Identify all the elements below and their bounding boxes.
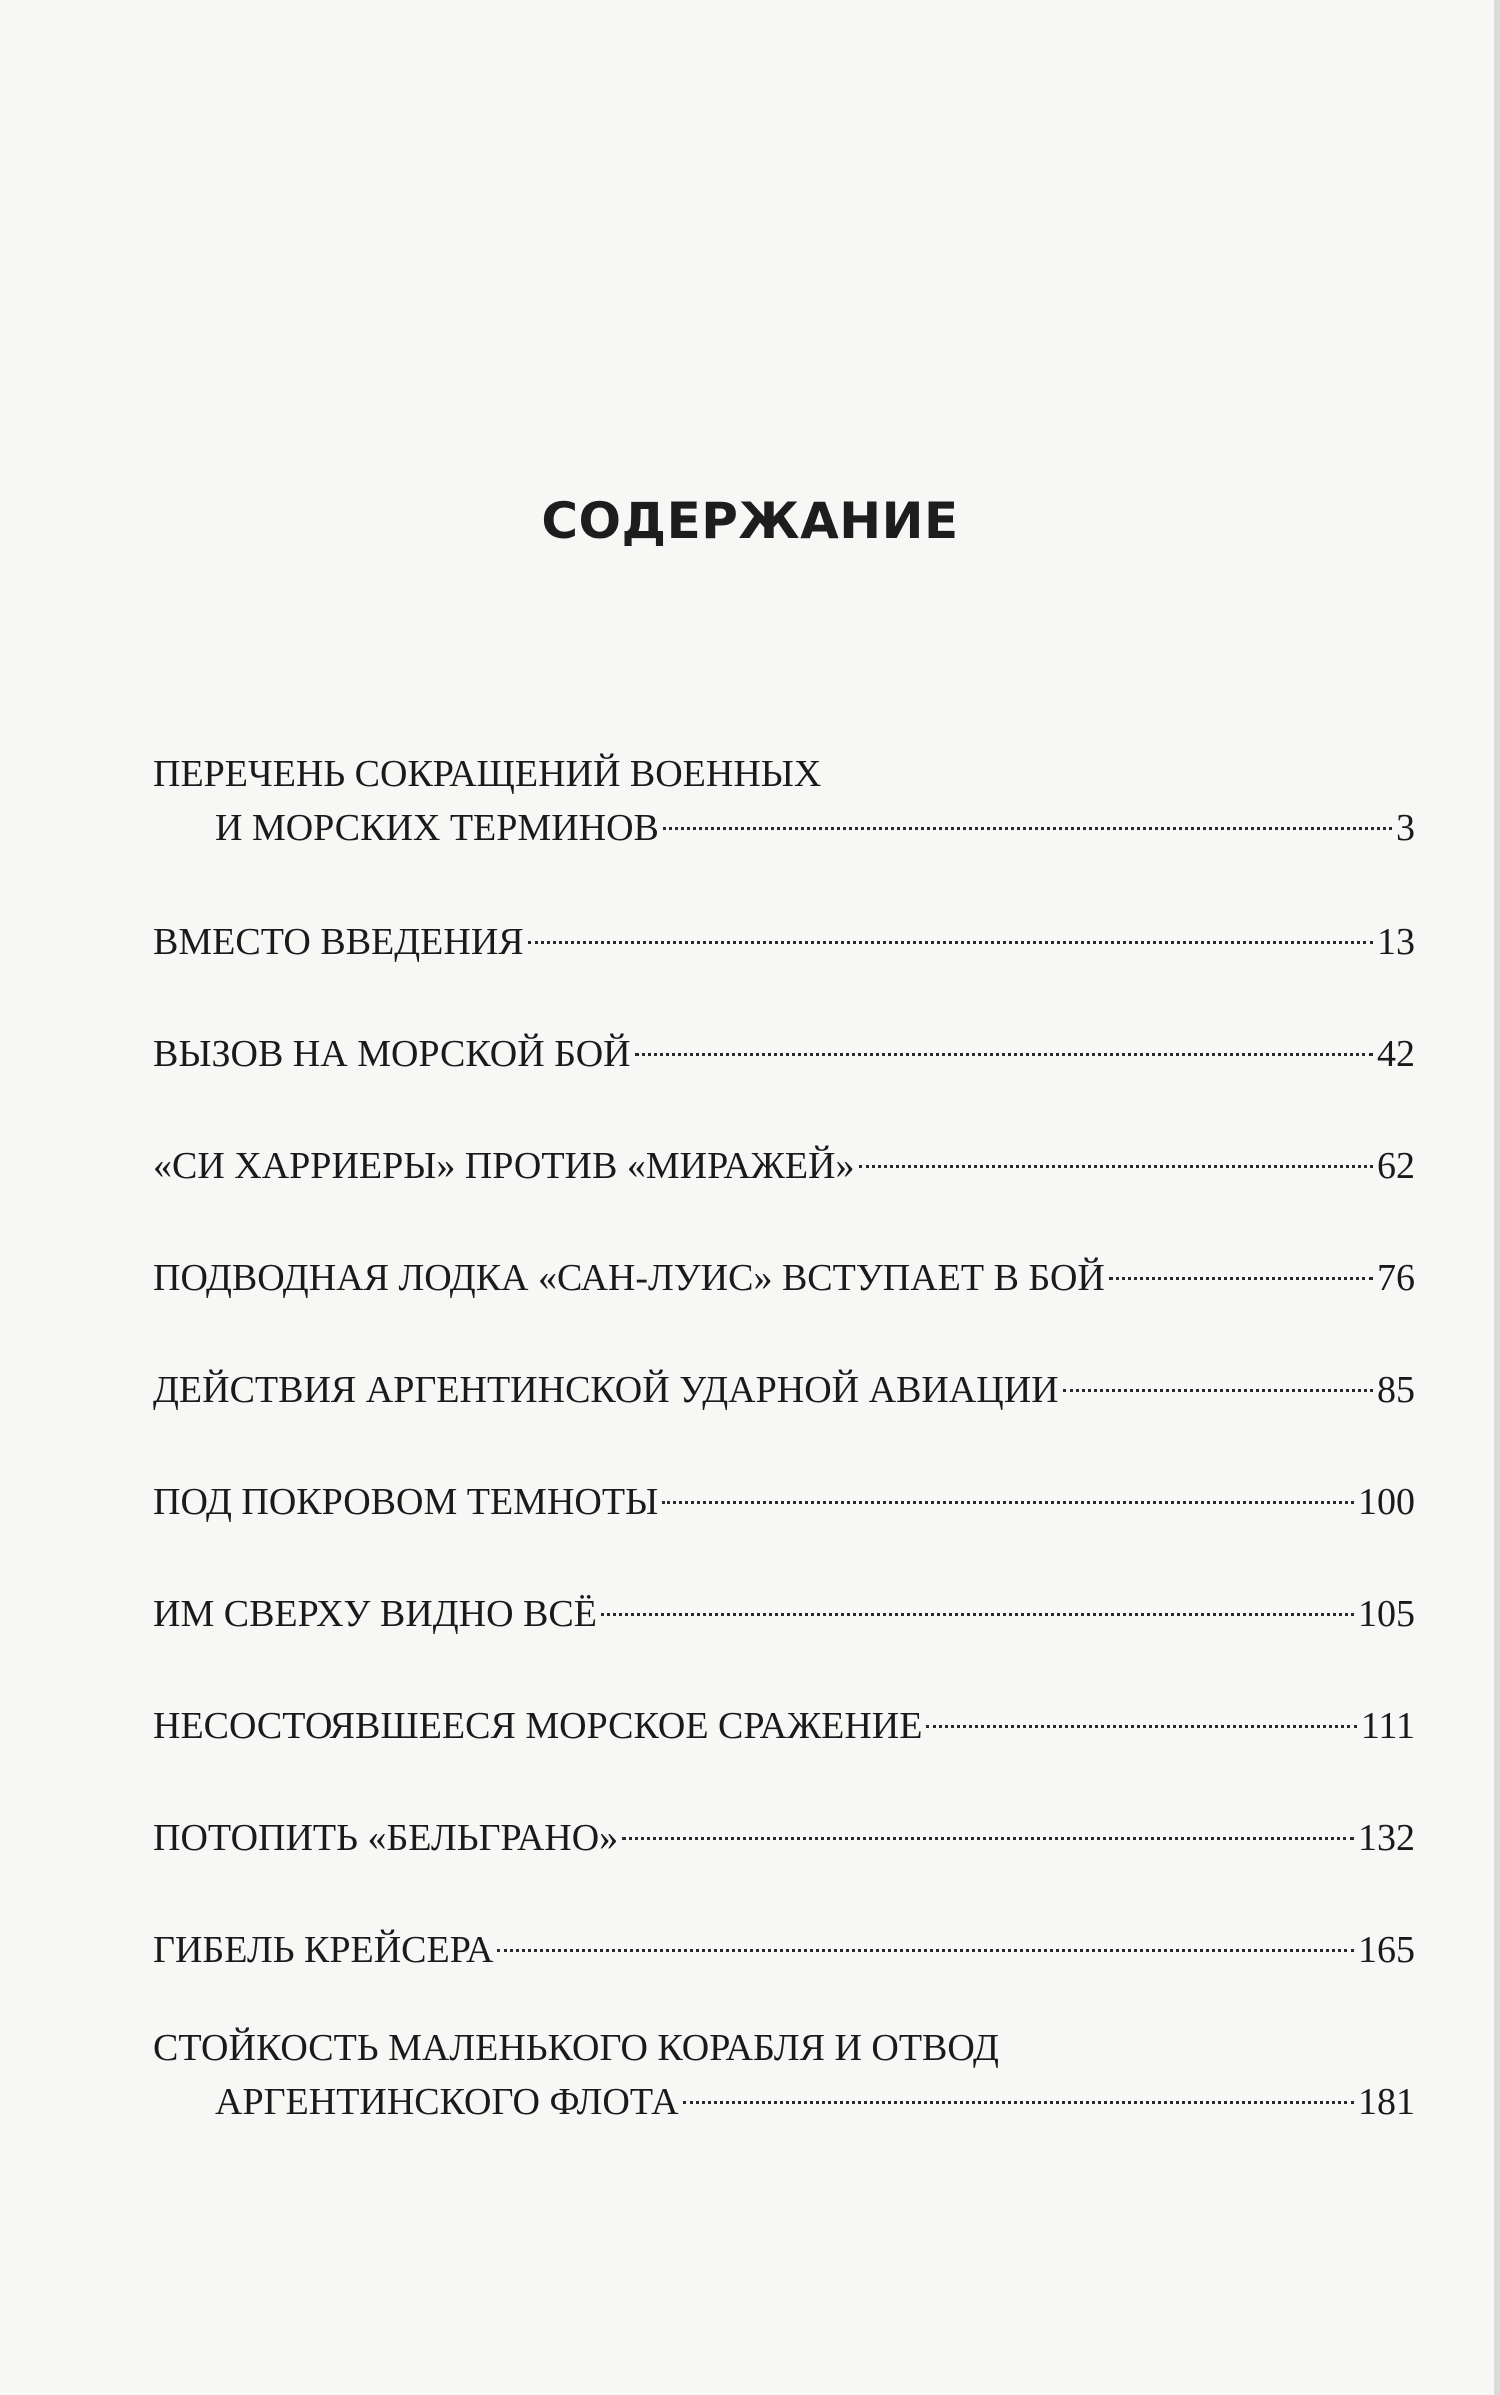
toc-page-number: 105: [1358, 1593, 1415, 1635]
toc-page-number: 42: [1377, 1033, 1415, 1075]
toc-entry-title: ДЕЙСТВИЯ АРГЕНТИНСКОЙ УДАРНОЙ АВИАЦИИ: [153, 1369, 1059, 1411]
toc-entry: [153, 910, 1415, 964]
dot-leader: [683, 2070, 1354, 2114]
dot-leader: [635, 1022, 1373, 1066]
toc-entry-title: ГИБЕЛЬ КРЕЙСЕРА: [153, 1929, 494, 1971]
toc-entry-line: [153, 2026, 1415, 2070]
toc-page-number: 100: [1358, 1481, 1415, 1523]
toc-page-number: 165: [1358, 1929, 1415, 1971]
toc-page-number: 111: [1360, 1705, 1415, 1747]
toc-entry-title: НЕСОСТОЯВШЕЕСЯ МОРСКОЕ СРАЖЕНИЕ: [153, 1705, 923, 1747]
toc-entry: [153, 2026, 1415, 2124]
toc-entry-line: [153, 796, 1415, 850]
dot-leader: [1109, 1246, 1373, 1290]
toc-entry-title: ИМ СВЕРХУ ВИДНО ВСЁ: [153, 1593, 597, 1635]
dot-leader: [663, 796, 1392, 840]
toc-entry-title: ВМЕСТО ВВЕДЕНИЯ: [153, 921, 524, 963]
toc-page-number: 85: [1377, 1369, 1415, 1411]
dot-leader: [662, 1470, 1354, 1514]
toc-page-number: 62: [1377, 1145, 1415, 1187]
toc-entry-line: [153, 2070, 1415, 2124]
dot-leader: [497, 1918, 1354, 1962]
dot-leader: [859, 1134, 1374, 1178]
toc-entry: [153, 1582, 1415, 1636]
toc-page-number: 132: [1358, 1817, 1415, 1859]
toc-entry-line: [153, 752, 1415, 796]
dot-leader: [926, 1694, 1356, 1738]
toc-entry: [153, 1470, 1415, 1524]
toc-page-number: 13: [1377, 921, 1415, 963]
toc-entry: [153, 1134, 1415, 1188]
toc-entry: [153, 752, 1415, 850]
toc-entry-title: ПОТОПИТЬ «БЕЛЬГРАНО»: [153, 1817, 619, 1859]
toc-entry: [153, 1918, 1415, 1972]
dot-leader: [528, 910, 1373, 954]
toc-entry: [153, 1358, 1415, 1412]
toc-entry-title-continued: АРГЕНТИНСКОГО ФЛОТА: [215, 2081, 679, 2123]
toc-entry-title: «СИ ХАРРИЕРЫ» ПРОТИВ «МИРАЖЕЙ»: [153, 1145, 855, 1187]
dot-leader: [622, 1806, 1354, 1850]
toc-page-number: 3: [1396, 807, 1415, 849]
toc-entry-title-continued: И МОРСКИХ ТЕРМИНОВ: [215, 807, 659, 849]
toc-entry-title: ПОДВОДНАЯ ЛОДКА «САН-ЛУИС» ВСТУПАЕТ В БОЙ: [153, 1257, 1105, 1299]
toc-entry-title: ПЕРЕЧЕНЬ СОКРАЩЕНИЙ ВОЕННЫХ: [153, 753, 822, 795]
toc-entry-title: СТОЙКОСТЬ МАЛЕНЬКОГО КОРАБЛЯ И ОТВОД: [153, 2027, 999, 2069]
toc-entry-title: ПОД ПОКРОВОМ ТЕМНОТЫ: [153, 1481, 659, 1523]
toc-entry: [153, 1694, 1415, 1748]
dot-leader: [1063, 1358, 1373, 1402]
toc-page-number: 76: [1377, 1257, 1415, 1299]
dot-leader: [601, 1582, 1354, 1626]
page-title: СОДЕРЖАНИЕ: [541, 492, 959, 550]
toc-page-number: 181: [1358, 2081, 1415, 2123]
toc-entry: [153, 1022, 1415, 1076]
toc-entry: [153, 1246, 1415, 1300]
toc-entry-title: ВЫЗОВ НА МОРСКОЙ БОЙ: [153, 1033, 631, 1075]
toc-entry: [153, 1806, 1415, 1860]
